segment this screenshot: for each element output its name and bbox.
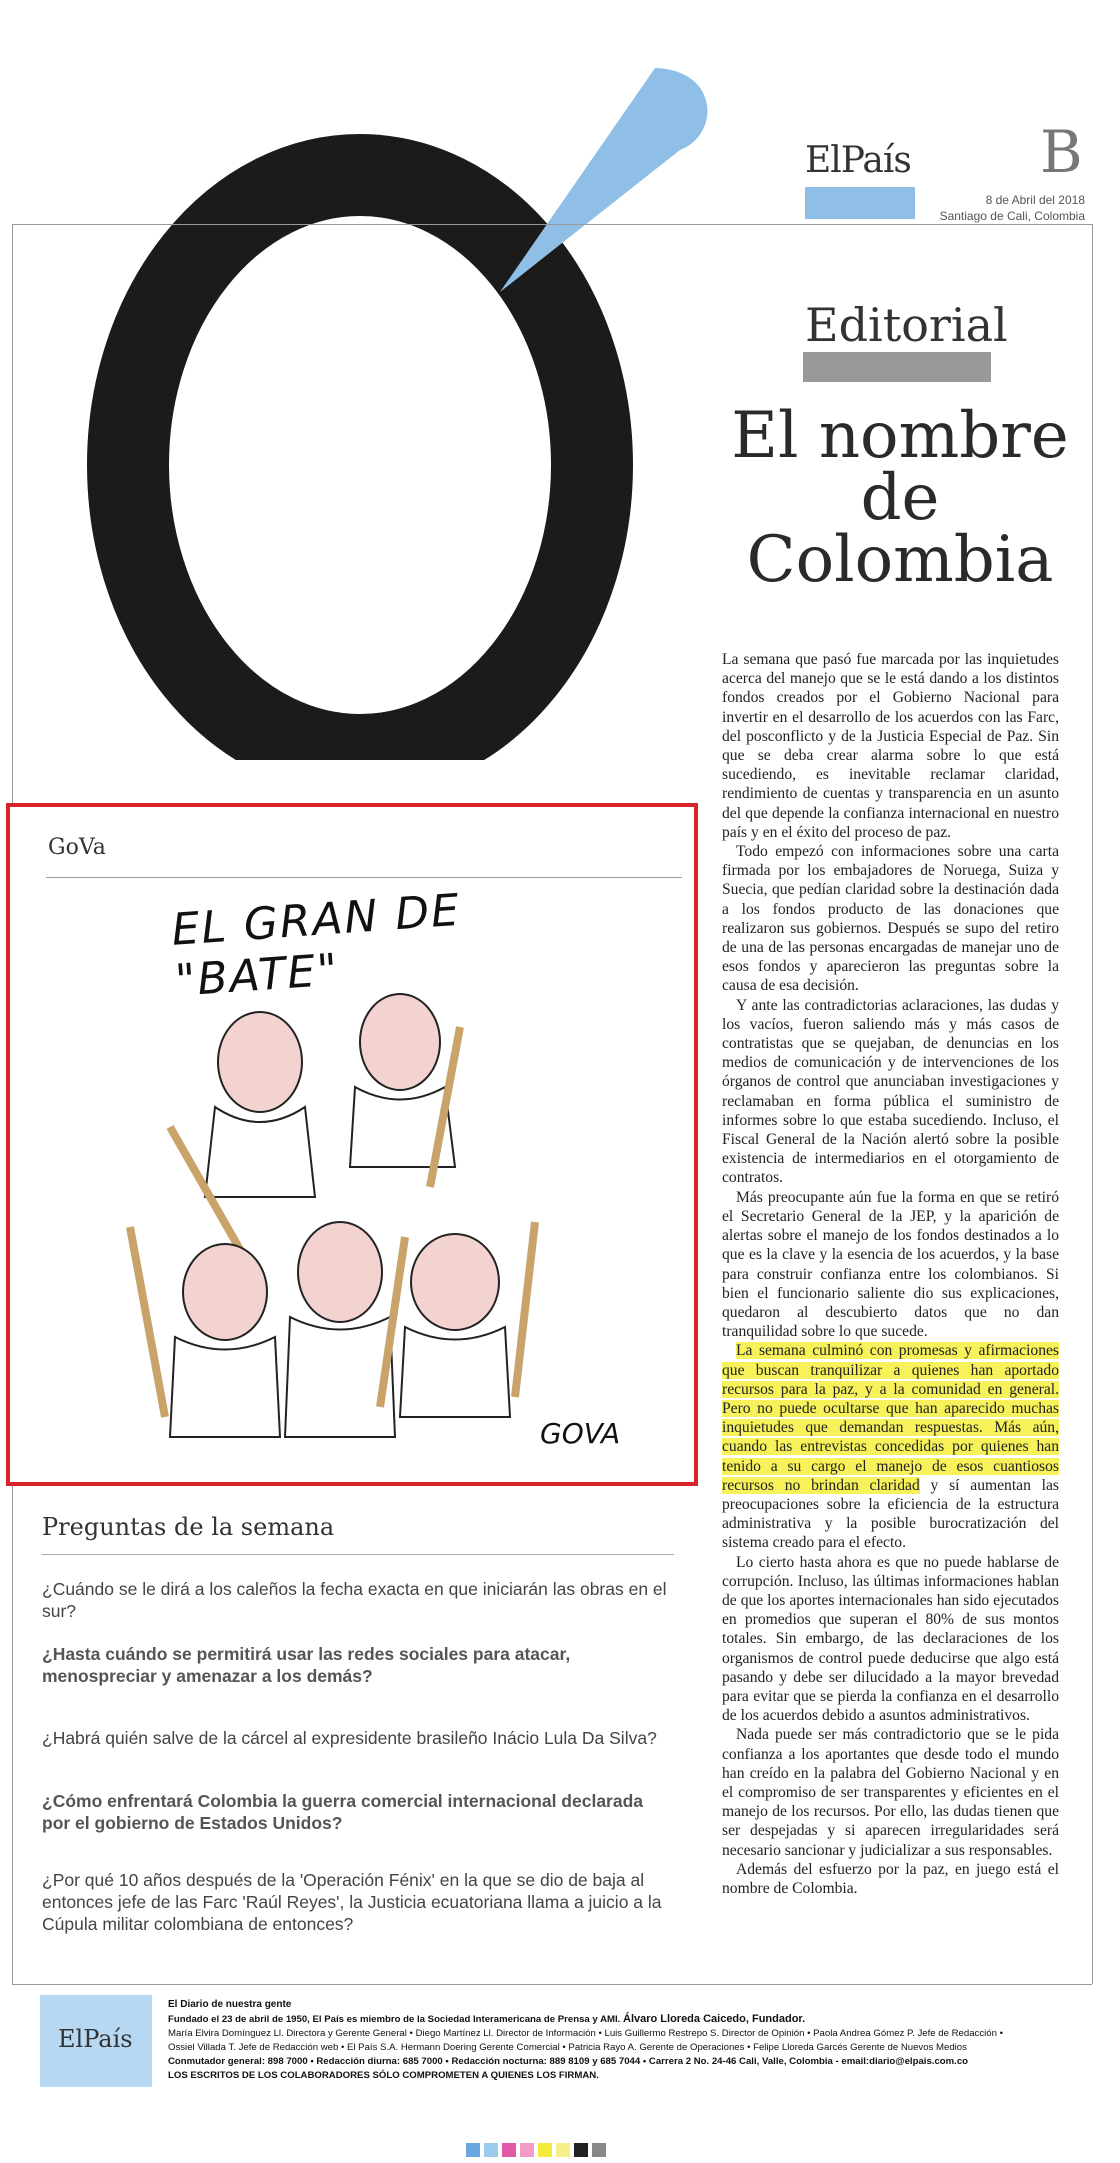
caricature-body [205, 1107, 315, 1197]
article-paragraph: Nada puede ser más contradictorio que se le pida confianza a los aportantes que desde todo el mundo han creído en la palabra del Gobierno Nacional y en el compromiso de ser transparentes y eficientes en el manejo de los recursos. Por ello, las dudas tienen que ser despejadas y si aparecen irregularidades será necesario sancionar y judicializar a sus responsables. [722, 1726, 1059, 1859]
article-paragraph: Más preocupante aún fue la forma en que se retiró el Secretario General de la JEP, y la aparición de alertas sobre el manejo de los fondos destinados a lo que es la clave y la esencia de los acuerdos, y la base para construir confianza entre los colombianos. Si bien el funcionario saliente dio sus explicaciones, quedaron al descubierto datos que no dan tranquilidad sobre lo que sucede. [722, 1188, 1059, 1341]
footer-disclaimer: LOS ESCRITOS DE LOS COLABORADORES SÓLO COMPROMETEN A QUIENES LOS FIRMAN. [168, 2070, 599, 2081]
footer-contact-line: Conmutador general: 898 7000 • Redacción diurna: 685 7000 • Redacción nocturna: 889 8109 y 685 7044 • Carrera 2 No. 24-46 Cali, Valle, Colombia - email:diario@elpais.com.co [168, 2056, 969, 2067]
question-item: ¿Por qué 10 años después de la 'Operación Fénix' en la que se dio de baja al entonces jefe de las Farc 'Raúl Reyes', la Justicia ecuatoriana llama a juicio a la Cúpula militar colombiana de entonces? [42, 1870, 662, 1934]
accent-mark [500, 68, 707, 292]
footer-staff-line-2: Ossiel Villada T. Jefe de Redacción web • El País S.A. Hermann Doering Gerente Comercial • Patricia Rayo A. Gerente de Operaciones • Felipe Lloreda Garcés Gerente de Nuevos Medios [168, 2042, 967, 2053]
footer-founded: Fundado el 23 de abril de 1950, El País es miembro de la Sociedad Interamericana de Prensa y AMI. [168, 2014, 621, 2025]
place: Santiago de Cali, Colombia [939, 209, 1085, 223]
headline-line-2: de [860, 461, 940, 535]
editorial-article [722, 650, 1059, 1898]
color-swatch [538, 2143, 552, 2157]
color-swatch [484, 2143, 498, 2157]
article-paragraph-highlighted [722, 1341, 1059, 1552]
big-letter-o-graphic [30, 40, 730, 760]
headline-line-1: El nombre [731, 399, 1069, 473]
frame-top-line [12, 224, 1092, 225]
footer-staff-line-1: María Elvira Domínguez Ll. Directora y Gerente General • Diego Martínez Ll. Director de Información • Luis Guillermo Restrepo S. Director de Opinión • Paola Andrea Gómez P. Jefe de Redacción • [168, 2028, 1003, 2039]
highlighted-tail: y sí aumentan las preocupaciones sobre la eficiencia de la estructura administrativa y la posible burocratización del sistema creado para el efecto. [722, 1476, 1059, 1552]
footer-founder: Álvaro Lloreda Caicedo, Fundador. [623, 2013, 806, 2025]
article-paragraph: Y ante las contradictorias aclaraciones, las dudas y los vacíos, fueron saliendo más y más casos de contratistas que se quejaban, de denuncias en los medios de comunicación y de intervenciones de los órganos de control que anunciaban investigaciones y reclamaban en forma pública el suministro de informes sobre lo que estaba sucediendo. Incluso, el Fiscal General de la Nación alertó sobre la posible existencia de intermediarios en el otorgamiento de contratos. [722, 996, 1059, 1187]
cartoon-title: EL GRAN DE "BATE" [170, 884, 463, 1007]
color-registration-swatches [466, 2143, 610, 2157]
caricature-body [170, 1337, 280, 1437]
color-swatch [556, 2143, 570, 2157]
article-paragraph: La semana que pasó fue marcada por las inquietudes acerca del manejo que se le está dando a los distintos fondos creados por el Gobierno Nacional para invertir en el desarrollo de los acuerdos con las Farc, del posconflicto y de la Justicia Especial de Paz. Sin que se deba crear alarma sobre lo que está sucediendo, es inevitable reclamar claridad, rendimiento de cuentas y transparencia en un asunto del que depende la confianza internacional en nuestro país y en el éxito del proceso de paz. [722, 651, 1059, 841]
question-item: ¿Hasta cuándo se permitirá usar las redes sociales para atacar, menospreciar y amenazar a los demás? [42, 1644, 571, 1686]
article-paragraph: Además del esfuerzo por la paz, en juego está el nombre de Colombia. [722, 1860, 1059, 1897]
cartoon-illustration [110, 884, 630, 1457]
masthead-logo-bar [805, 187, 915, 219]
question-item: ¿Cuándo se le dirá a los caleños la fecha exacta en que iniciarán las obras en el sur? [42, 1579, 667, 1621]
frame-bottom-line [12, 1984, 1092, 1985]
article-paragraph: Lo cierto hasta ahora es que no puede hablarse de corrupción. Incluso, las últimas informaciones hablan de que los aportes internacionales han sido ejecutados en promedios que superan el 80% de sus montos totales. Sin embargo, de las declaraciones de los organismos de control puede deducirse que algo está pasando y debe ser dilucidado a la mayor brevedad para evitar que se pierda la confianza en el desarrollo de los acuerdos debido a asuntos administrativos. [722, 1553, 1059, 1725]
bat [130, 1227, 165, 1417]
editorial-bar [803, 352, 991, 382]
highlighted-text: La semana culminó con promesas y afirmaciones que buscan tranquilizar a quienes han aportado recursos para la paz, y a la comunidad en general. Pero no puede ocultarse que han aparecido muchas inquietudes que demandan respuestas. Más aún, cuando las entrevistas concedidas por quienes han tenido a su cargo el manejo de esos cuantiosos recursos no brindan claridad [722, 1342, 1059, 1494]
bat [515, 1222, 535, 1397]
caricature-head [218, 1012, 302, 1112]
questions-title: Preguntas de la semana [42, 1513, 335, 1541]
cartoon-author: GoVa [48, 835, 106, 860]
color-swatch [592, 2143, 606, 2157]
cartoon-figures [110, 897, 630, 1457]
color-swatch [574, 2143, 588, 2157]
footer-credits [168, 1998, 1088, 2083]
footer-tagline: El Diario de nuestra gente [168, 1999, 292, 2010]
questions-rule [42, 1554, 674, 1555]
caricature-head [183, 1244, 267, 1340]
dateline [900, 192, 1085, 224]
date: 8 de Abril del 2018 [985, 193, 1085, 207]
caricature-head [360, 994, 440, 1090]
headline-line-3: Colombia [746, 523, 1054, 597]
cartoon-box [6, 803, 698, 1486]
footer-logo: ElPaís [58, 2025, 133, 2053]
color-swatch [520, 2143, 534, 2157]
editorial-label: Editorial [805, 298, 1008, 352]
section-letter: B [1040, 118, 1083, 186]
caricature-body [400, 1327, 510, 1417]
caricature-head [411, 1234, 499, 1330]
question-item: ¿Habrá quién salve de la cárcel al expresidente brasileño Inácio Lula Da Silva? [42, 1728, 657, 1748]
article-paragraph: Todo empezó con informaciones sobre una carta firmada por los embajadores de Noruega, Suiza y Suecia, que pedían claridad sobre la destinación dada a los fondos producto de las donaciones que realizaron sus gobiernos. Después se supo del retiro de una de las personas encargadas de manejar uno de esos fondos y aparecieron las preguntas sobre la causa de esa decisión. [722, 843, 1059, 995]
frame-right-line [1092, 224, 1093, 1984]
headline [720, 399, 1080, 597]
color-swatch [502, 2143, 516, 2157]
color-swatch [466, 2143, 480, 2157]
caricature-head [298, 1222, 382, 1322]
footer-founded-line [168, 2012, 1088, 2027]
cartoon-signature: GOVA [540, 1417, 621, 1450]
question-item: ¿Cómo enfrentará Colombia la guerra comercial internacional declarada por el gobierno de Estados Unidos? [42, 1791, 644, 1833]
caricature-body [285, 1317, 395, 1437]
masthead-logo: ElPaís [805, 140, 911, 181]
